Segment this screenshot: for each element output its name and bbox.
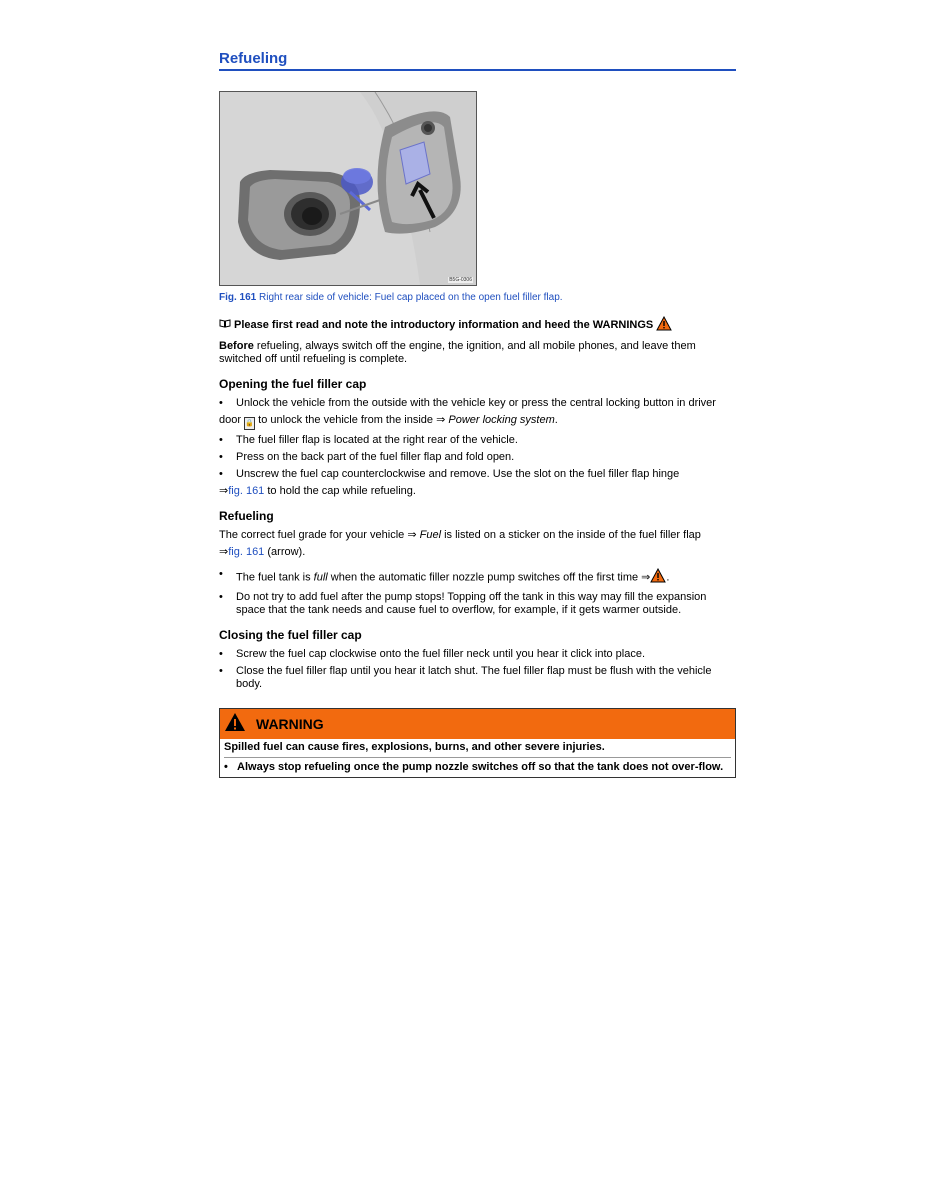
before-paragraph [219, 340, 736, 366]
figure-caption [219, 292, 736, 303]
caption-text: Right rear side of vehicle: Fuel cap placed on the open fuel filler flap. [256, 292, 563, 303]
ref-fuel[interactable]: Fuel [419, 529, 442, 541]
before-bold: Before [219, 340, 254, 352]
before-text: refueling, always switch off the engine, the ignition, and all mobile phones, and leave them switched off until refueling is complete. [219, 340, 696, 365]
refueling-p-end: (arrow). [264, 546, 306, 558]
fig-link[interactable]: fig. 161 [228, 485, 265, 497]
heading-opening: Opening the fuel filler cap [219, 377, 367, 391]
opening-b3: Press on the back part of the fuel filler flap and fold open. [236, 451, 515, 463]
refueling-b1-a: The fuel tank is [236, 571, 314, 584]
page-title: Refueling [219, 50, 736, 71]
list-item [219, 568, 736, 587]
bullet-dot: • [224, 761, 228, 773]
opening-b2: The fuel filler flap is located at the right rear of the vehicle. [236, 434, 518, 446]
bullet-dot: • [219, 648, 223, 660]
arrow-ref: ⇒ [641, 571, 651, 584]
arrow-ref: ⇒ [219, 485, 229, 497]
warning-icon [224, 712, 246, 737]
arrow-ref: ⇒ [407, 529, 417, 541]
warning-triangle-icon[interactable] [656, 316, 672, 334]
fig-link[interactable]: fig. 161 [228, 546, 265, 558]
bullet-dot: • [219, 568, 223, 580]
book-icon [219, 319, 231, 331]
lock-key-icon: 🔒 [244, 417, 255, 430]
list-item [219, 665, 736, 691]
warning-box [219, 708, 736, 778]
warning-line-2 [224, 761, 731, 774]
bullet-dot: • [219, 397, 223, 409]
list-item [219, 468, 736, 498]
list-item [219, 434, 736, 447]
refueling-paragraph [219, 529, 736, 559]
warning-body [220, 739, 735, 777]
warning-triangle-icon[interactable] [650, 568, 666, 587]
arrow-ref: ⇒ [436, 414, 446, 426]
refueling-b2: Do not try to add fuel after the pump stops! Topping off the tank in this way may fill the expansion space that the tank needs and cause fuel to overflow, for example, if it gets warmer outside. [236, 591, 707, 616]
intro-text: Please first read and note the introductory information and heed the WARNINGS [234, 319, 654, 331]
warning-header [220, 709, 735, 739]
warning-line-2-text: Always stop refueling once the pump nozzle switches off so that the tank does not over-flow. [237, 761, 724, 773]
opening-b1-b: door [219, 414, 242, 426]
closing-b2: Close the fuel filler flap until you hear it latch shut. The fuel filler flap must be flush with the vehicle body. [236, 665, 712, 690]
refueling-b1-em: full [313, 571, 328, 584]
opening-b1-a: Unlock the vehicle from the outside with the vehicle key or press the central locking button in driver [236, 397, 716, 409]
bullet-dot: • [219, 468, 223, 480]
opening-b4-a: Unscrew the fuel cap counterclockwise and remove. Use the slot on the fuel filler flap hinge [236, 468, 680, 480]
warning-title: WARNING [256, 716, 324, 732]
bullet-dot: • [219, 451, 223, 463]
warning-line-1: Spilled fuel can cause fires, explosions, burns, and other severe injuries. [224, 741, 731, 758]
list-item [219, 451, 736, 464]
refueling-p-b: is listed on a sticker on the inside of the fuel filler flap [441, 529, 701, 541]
bullet-dot: • [219, 434, 223, 446]
bullet-dot: • [219, 591, 223, 603]
heading-refueling: Refueling [219, 509, 274, 523]
period: . [554, 414, 558, 426]
fuel-flap-illustration [220, 92, 476, 285]
caption-label: Fig. 161 [219, 292, 257, 303]
refueling-b1-b: when the automatic filler nozzle pump switches off the first time [327, 571, 639, 584]
figure-code: B5G-0306 [449, 277, 472, 283]
intro-note [219, 316, 736, 334]
opening-b1-c: to unlock the vehicle from the inside [255, 414, 434, 426]
list-item [219, 648, 736, 661]
list-item [219, 591, 736, 617]
closing-b1: Screw the fuel cap clockwise onto the fuel filler neck until you hear it click into place. [236, 648, 646, 660]
arrow-ref: ⇒ [219, 546, 229, 558]
period: . [666, 571, 670, 584]
heading-closing: Closing the fuel filler cap [219, 628, 362, 642]
page [219, 50, 736, 778]
refueling-p-a: The correct fuel grade for your vehicle [219, 529, 405, 541]
list-item [219, 397, 736, 430]
ref-power-locking[interactable]: Power locking system [448, 414, 555, 426]
figure-image [219, 91, 477, 286]
bullet-dot: • [219, 665, 223, 677]
opening-b4-end: to hold the cap while refueling. [264, 485, 416, 497]
